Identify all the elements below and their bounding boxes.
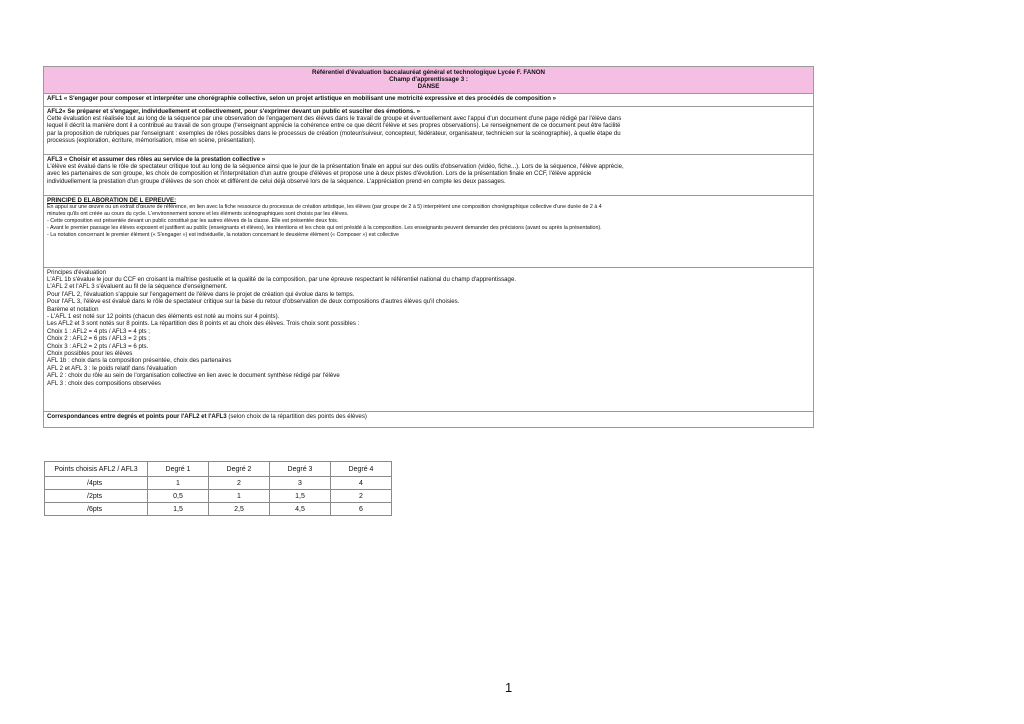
afl2-text-line: par la proposition de rubriques par l'enseignant : exemples de rôles possibles dans le processus de création (moteur/suiveur, concepteur, fédérateur, organisateur, technicien sur la scénographie), à quelle étape du <box>47 129 621 137</box>
eval-text-line: AFL 2 et AFL 3 : le poids relatif dans l'évaluation <box>47 364 177 372</box>
table-cell: 4 <box>331 477 392 490</box>
eval-text-line: Choix 2 : AFL2 = 6 pts / AFL3 = 2 pts ; <box>47 335 150 343</box>
principe-text-line: - La notation concernant le premier élément (« S'engager ») est individuelle, la notation concernant le deuxième élément (« Composer ») est collective <box>47 232 399 239</box>
eval-text-line: Choix possibles pour les élèves <box>47 350 133 358</box>
evaluation-principles-section <box>44 268 813 412</box>
eval-text-line: Les AFL2 et 3 sont notés sur 8 points. La répartition des 8 points et au choix des élèves. Trois choix sont possibles : <box>47 320 360 328</box>
table-header-cell: Degré 1 <box>148 462 209 477</box>
table-header-row <box>45 462 392 477</box>
afl2-text-line: lequel il décrit la manière dont il a contribué au travail de son groupe (l'enseignant apprécie la cohérence entre ce que décrit l'élève et ses propres observations). Le renseignement de ce document peut être facilité <box>47 122 621 130</box>
table-cell: 1 <box>148 477 209 490</box>
table-row <box>45 503 392 516</box>
eval-text-line: AFL 3 : choix des compositions observées <box>47 379 161 387</box>
afl2-text-line: Cette évaluation est réalisée tout au long de la séquence par une observation de l'engagement des élèves dans le travail de groupe et éventuellement avec l'appui d'un document d'une page rédigé par l'élève dans <box>47 115 622 123</box>
table-cell: 2 <box>209 477 270 490</box>
correspondances-section <box>44 412 813 428</box>
principe-text-line: - Avant le premier passage les élèves exposent et justifient au public (enseignants et élèves), les intentions et les choix qui ont présidé à la composition. Les enseignants peuvent demander des précisions (avant ou après la présentation). <box>47 225 602 232</box>
afl3-text-line: individuellement la prestation d'un groupe d'élèves de son choix et différent de celui déjà observé lors de la séquence. L'appréciation prend en compte les deux passages. <box>47 177 506 185</box>
table-cell: /6pts <box>45 503 148 516</box>
evaluation-document <box>43 66 814 428</box>
eval-text-line: Pour l'AFL 3, l'élève est évalué dans le rôle de spectateur critique sur la base du retour d'observation de deux compositions d'autres élèves qu'il choisies. <box>47 298 460 306</box>
table-cell: 4,5 <box>270 503 331 516</box>
table-cell: 6 <box>331 503 392 516</box>
eval-text-line: L'AFL 1b s'évalue le jour du CCF en croisant la maîtrise gestuelle et la qualité de la composition, par une épreuve respectant le référentiel national du champ d'apprentissage. <box>47 276 517 284</box>
document-header <box>44 67 813 94</box>
table-cell: 2,5 <box>209 503 270 516</box>
table-cell: 2 <box>331 490 392 503</box>
eval-text-line: Choix 1 : AFL2 = 4 pts / AFL3 = 4 pts ; <box>47 327 150 335</box>
eval-text-line: L'AFL 2 et l'AFL 3 s'évaluent au fil de la séquence d'enseignement. <box>47 283 228 291</box>
header-activity: DANSE <box>417 83 440 91</box>
correspondances-title: Correspondances entre degrés et points pour l'AFL2 et l'AFL3 <box>47 412 227 420</box>
table-cell: /2pts <box>45 490 148 503</box>
afl2-text-line: processus (exploration, écriture, mémorisation, mise en scène, présentation). <box>47 137 256 145</box>
principe-text-line: minutes qu'ils ont créée au cours du cycle. L'environnement sonore et les éléments scénographiques sont choisis par les élèves. <box>47 211 349 218</box>
eval-text-line: AFL 2 : choix du rôle au sein de l'organisation collective en lien avec le document synthèse rédigé par l'élève <box>47 372 340 380</box>
eval-text-line: Principes d'évaluation <box>47 268 107 276</box>
afl1-title: AFL1 « S'engager pour composer et interpréter une chorégraphie collective, selon un projet artistique en mobilisant une motricité expressive et des procédés de composition » <box>47 94 557 102</box>
eval-text-line: Pour l'AFL 2, l'évaluation s'appuie sur l'engagement de l'élève dans le projet de création qui évolue dans le temps. <box>47 290 355 298</box>
page-number: 1 <box>505 680 513 695</box>
afl1-section <box>44 94 813 107</box>
table-header-cell: Degré 2 <box>209 462 270 477</box>
afl3-title: AFL3 « Choisir et assumer des rôles au service de la prestation collective » <box>47 155 266 163</box>
afl3-text-line: avec les partenaires de son groupe, les choix de composition et l'interprétation d'un autre groupe d'élèves et propose une à deux pistes d'évolution. Lors de la présentation finale en CCF, l'élève apprécie <box>47 170 592 178</box>
eval-text-line: AFL 1b : choix dans la composition présentée, choix des partenaires <box>47 357 232 365</box>
correspondances-note: (selon choix de la répartition des points des élèves) <box>226 412 367 420</box>
afl2-title: AFL2« Se préparer et s'engager, individuellement et collectivement, pour s'exprimer devant un public et susciter des émotions. » <box>47 107 421 115</box>
table-header-cell: Degré 4 <box>331 462 392 477</box>
principe-text-line: En appui sur une œuvre ou un extrait d'œuvre de référence, en lien avec la fiche ressource du processus de création artistique, les élèves (par groupe de 2 à 5) interprètent une composition chorégraphique collective d'une durée de 2 à 4 <box>47 204 602 211</box>
afl3-section <box>44 155 813 196</box>
table-cell: 1,5 <box>270 490 331 503</box>
table-cell: 1,5 <box>148 503 209 516</box>
correspondances-line <box>47 413 810 420</box>
eval-text-line: - L'AFL 1 est noté sur 12 points (chacun des éléments est noté au moins sur 4 points). <box>47 313 280 321</box>
header-champ: Champ d'apprentissage 3 : <box>389 76 468 84</box>
table-cell: 1 <box>209 490 270 503</box>
principe-title: PRINCIPE D ELABORATION DE L EPREUVE: <box>47 196 177 204</box>
afl2-section <box>44 107 813 155</box>
principe-text-line: - Cette composition est présentée devant un public constitué par les autres élèves de la classe. Elle est présentée deux fois. <box>47 218 339 225</box>
table-row <box>45 490 392 503</box>
principe-section <box>44 196 813 268</box>
table-cell: 3 <box>270 477 331 490</box>
table-row <box>45 477 392 490</box>
eval-text-line: Choix 3 : AFL2 = 2 pts / AFL3 = 6 pts. <box>47 342 149 350</box>
table-header-cell: Degré 3 <box>270 462 331 477</box>
afl3-text-line: L'élève est évalué dans le rôle de spectateur critique tout au long de la séquence ainsi que le jour de la présentation finale en appui sur des outils d'observation (vidéo, fiche...). Lors de la séquence, l'élève apprécie, <box>47 163 624 171</box>
table-cell: /4pts <box>45 477 148 490</box>
table-cell: 0,5 <box>148 490 209 503</box>
eval-text-line: Barème et notation <box>47 305 99 313</box>
points-table <box>44 461 392 516</box>
header-title: Référentiel d'évaluation baccalauréat général et technologique Lycée F. FANON <box>312 69 545 76</box>
table-header-cell: Points choisis AFL2 / AFL3 <box>45 462 148 477</box>
